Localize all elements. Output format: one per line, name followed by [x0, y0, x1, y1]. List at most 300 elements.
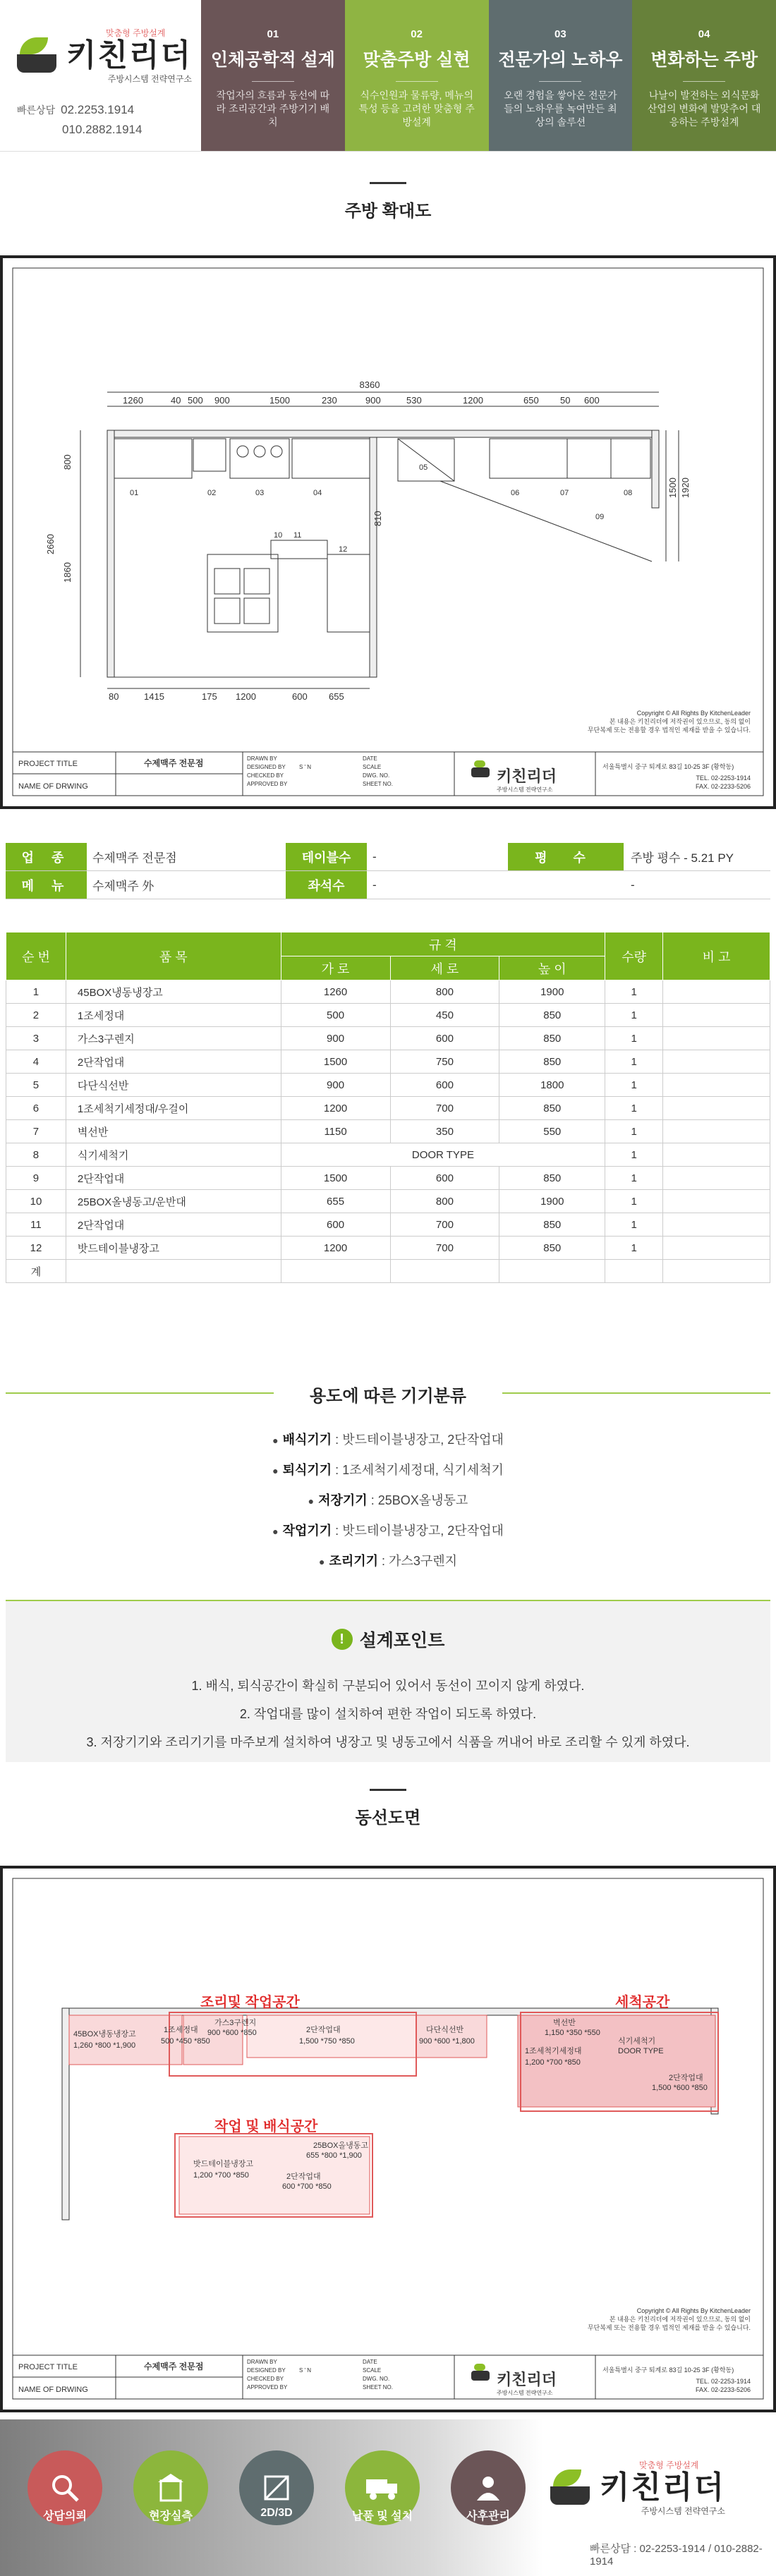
flow-plan-drawing — [0, 1866, 776, 2412]
dim-bottom-4: 1200 — [236, 691, 256, 702]
box-label: 2단작업대 — [669, 2074, 703, 2082]
dim-right-2: 1920 — [680, 478, 691, 498]
feature-num: 04 — [698, 28, 710, 40]
label-03: 03 — [255, 489, 265, 497]
dim-bottom-1: 80 — [109, 691, 119, 702]
table-cell — [663, 1050, 770, 1074]
info-key-area: 평 수 — [508, 843, 624, 870]
box-spec: 500 *450 *850 — [161, 2037, 210, 2046]
label-02: 02 — [207, 489, 217, 497]
dim-bottom-5: 600 — [292, 691, 308, 702]
brand-tagline: 맞춤형 주방설계 — [106, 28, 166, 38]
box-spec: 600 *700 *850 — [282, 2182, 332, 2191]
feature-box-3[interactable] — [489, 0, 633, 151]
design-points-header — [6, 1627, 770, 1652]
list-item: ● 배식기기 : 밧드테이블냉장고, 2단작업대 — [272, 1433, 504, 1447]
feature-num: 02 — [411, 28, 423, 40]
table-cell: 7 — [6, 1120, 66, 1143]
feature-num: 01 — [267, 28, 279, 40]
table-cell: 655 — [281, 1190, 390, 1213]
service-label: 상담의뢰 — [43, 2510, 87, 2522]
info-key-seats: 좌석수 — [286, 871, 367, 899]
info-value-area: 주방 평수 - 5.21 PY — [631, 851, 734, 865]
label-01: 01 — [130, 489, 139, 497]
tb-brand-subtitle: 주방시스템 전략연구소 — [497, 786, 553, 793]
equipment-spec-table — [6, 932, 770, 1283]
service-measure[interactable] — [128, 2450, 213, 2523]
table-cell: 2 — [6, 1004, 66, 1027]
tb-address: 서울특별시 중구 퇴계로 83길 10-25 3F (황학동) — [602, 2367, 734, 2374]
table-cell: 1500 — [281, 1050, 390, 1074]
feature-title: 전문가의 노하우 — [498, 50, 623, 70]
classification-header — [6, 1379, 770, 1407]
service-icons — [23, 2450, 531, 2523]
service-aftercare[interactable] — [446, 2450, 531, 2523]
table-cell: DOOR TYPE — [281, 1143, 605, 1167]
table-cell: 700 — [390, 1213, 499, 1237]
table-row — [6, 1167, 770, 1190]
label-04: 04 — [313, 489, 322, 497]
tb-name-label: NAME OF DRWING — [18, 2386, 88, 2394]
list-item: 2. 작업대를 많이 설치하여 편한 작업이 되도록 하였다. — [239, 1707, 537, 1721]
logo-icon — [17, 37, 59, 74]
tb-project-title: 수제맥주 전문점 — [144, 758, 204, 768]
table-cell: 1 — [605, 1213, 663, 1237]
zone-wash: 세척공간 — [615, 1995, 670, 2010]
table-cell: 800 — [390, 1190, 499, 1213]
tb-date: DATE — [363, 2359, 377, 2365]
table-cell — [663, 1074, 770, 1097]
box-spec: 900 *600 *1,800 — [419, 2037, 475, 2046]
dim-top-2: 40 — [171, 395, 181, 406]
table-cell: 600 — [390, 1074, 499, 1097]
table-cell: 900 — [281, 1027, 390, 1050]
tb-tel: TEL. 02-2253-1914 — [696, 774, 751, 782]
table-cell: 3 — [6, 1027, 66, 1050]
tb-designed-by: DESIGNED BY — [247, 2367, 286, 2374]
dim-top-8: 530 — [406, 395, 422, 406]
contact-block — [17, 100, 201, 140]
table-cell: 1900 — [499, 1190, 605, 1213]
table-cell: 1260 — [281, 980, 390, 1004]
dim-top-11: 50 — [560, 395, 571, 406]
box-label: 가스3구렌지 — [214, 2019, 257, 2027]
table-cell — [499, 1260, 605, 1283]
table-cell — [66, 1260, 281, 1283]
dim-right-1: 1500 — [667, 478, 678, 498]
box-spec: 1,150 *350 *550 — [545, 2029, 600, 2037]
table-cell: 850 — [499, 1213, 605, 1237]
title-bar — [370, 1789, 406, 1791]
brand-tagline: 맞춤형 주방설계 — [639, 2460, 699, 2470]
table-row — [6, 1097, 770, 1120]
tb-fax: FAX. 02-2233-5206 — [695, 783, 751, 790]
info-table — [6, 843, 770, 899]
contact-label: 빠른상담 — [17, 104, 56, 116]
feature-box-4[interactable] — [632, 0, 776, 151]
brand-subtitle: 주방시스템 전략연구소 — [641, 2506, 726, 2516]
label-12: 12 — [339, 545, 348, 554]
section-title-enlarged — [0, 182, 776, 221]
box-label: 밧드테이블냉장고 — [193, 2160, 254, 2168]
tb-address: 서울특별시 중구 퇴계로 83길 10-25 3F (황학동) — [602, 763, 734, 770]
box-spec: 1,200 *700 *850 — [525, 2058, 581, 2067]
table-cell: 1조세척기세정대/우걸이 — [66, 1097, 281, 1120]
info-value-menu: 수제맥주 外 — [92, 880, 154, 893]
box-spec: 900 *600 *850 — [207, 2029, 257, 2037]
table-cell: 45BOX냉동냉장고 — [66, 980, 281, 1004]
table-cell: 25BOX올냉동고/운반대 — [66, 1190, 281, 1213]
box-label: 45BOX냉동냉장고 — [73, 2030, 136, 2039]
table-cell — [663, 1143, 770, 1167]
dim-bottom-2: 1415 — [144, 691, 164, 702]
table-cell: 벽선반 — [66, 1120, 281, 1143]
service-label: 2D/3D — [260, 2507, 293, 2519]
section-title-text: 동선도면 — [355, 1809, 421, 1828]
dim-left-1: 800 — [62, 454, 73, 470]
table-cell: 850 — [499, 1097, 605, 1120]
col-depth: 세 로 — [390, 956, 499, 980]
tb-approved-by: APPROVED BY — [247, 781, 288, 787]
label-07: 07 — [560, 489, 569, 497]
feature-num: 03 — [554, 28, 566, 40]
info-value-extra: - — [631, 877, 635, 892]
box-spec: 1,500 *600 *850 — [652, 2084, 708, 2092]
box-label: 2단작업대 — [306, 2026, 341, 2034]
table-cell: 2단작업대 — [66, 1213, 281, 1237]
table-cell: 850 — [499, 1167, 605, 1190]
exclamation-icon: ! — [332, 1629, 353, 1650]
table-cell: 10 — [6, 1190, 66, 1213]
tb-project-title: 수제맥주 전문점 — [144, 2362, 204, 2371]
tb-brand-name: 키친리더 — [497, 767, 557, 785]
table-cell: 850 — [499, 1237, 605, 1260]
feature-boxes — [201, 0, 776, 151]
table-cell: 1 — [605, 1074, 663, 1097]
tb-logo-icon — [471, 2364, 490, 2381]
service-install[interactable] — [340, 2450, 425, 2523]
table-cell: 4 — [6, 1050, 66, 1074]
feature-box-1[interactable] — [201, 0, 345, 151]
dim-mid: 810 — [372, 511, 383, 526]
section-title-flow — [0, 1789, 776, 1828]
dim-bottom-6: 655 — [329, 691, 344, 702]
classification-title: 용도에 따른 기기분류 — [310, 1387, 466, 1406]
table-cell: 1 — [605, 1167, 663, 1190]
tb-drawn-by: DRAWN BY — [247, 755, 277, 762]
dim-top-12: 600 — [584, 395, 600, 406]
feature-desc: 나날이 발전하는 외식문화 산업의 변화에 발맞추어 대응하는 주방설계 — [647, 90, 761, 128]
list-item: ● 작업기기 : 밧드테이블냉장고, 2단작업대 — [272, 1524, 504, 1538]
tb-approved-by: APPROVED BY — [247, 2384, 288, 2390]
table-cell: 1 — [605, 1190, 663, 1213]
table-cell: 1 — [605, 1120, 663, 1143]
list-item: ● 저장기기 : 25BOX올냉동고 — [308, 1493, 468, 1507]
table-cell — [663, 1190, 770, 1213]
design-points-title: 설계포인트 — [359, 1631, 445, 1651]
brand-name: 키친리더 — [66, 38, 193, 73]
plan-svg — [3, 258, 773, 806]
dim-left-3: 1860 — [62, 562, 73, 583]
brand-name: 키친리더 — [600, 2470, 726, 2505]
table-cell: 1900 — [499, 980, 605, 1004]
feature-title: 변화하는 주방 — [650, 50, 758, 70]
dim-top-10: 650 — [523, 395, 539, 406]
divider — [396, 81, 438, 82]
box-spec: 1,200 *700 *850 — [193, 2171, 249, 2180]
label-10: 10 — [274, 531, 283, 540]
dim-top-7: 900 — [365, 395, 381, 406]
info-key-empty — [508, 871, 624, 899]
feature-desc: 오랜 경험을 쌓아온 전문가들의 노하우를 녹여만든 최상의 솔루션 — [504, 90, 617, 128]
table-cell: 600 — [390, 1167, 499, 1190]
tb-scale: SCALE — [363, 2367, 382, 2374]
table-cell — [663, 1237, 770, 1260]
copyright-line-2: 본 내용은 키친리더에 저작권이 있으므로, 동의 없이 — [609, 2316, 751, 2323]
feature-desc: 식수인원과 물류량, 메뉴의 특성 등을 고려한 맞춤형 주방설계 — [358, 90, 475, 128]
footer-contact[interactable]: 빠른상담 : 02-2253-1914 / 010-2882-1914 — [590, 2543, 763, 2568]
table-cell: 5 — [6, 1074, 66, 1097]
flow-svg — [3, 1869, 773, 2410]
list-item: ● 조리기기 : 가스3구렌지 — [319, 1554, 457, 1568]
table-row — [6, 1074, 770, 1097]
feature-title: 인체공학적 설계 — [210, 50, 335, 70]
table-cell — [663, 1027, 770, 1050]
footer-logo[interactable] — [550, 2459, 725, 2517]
box-label: 1조세척기세정대 — [525, 2047, 582, 2055]
table-cell: 1200 — [281, 1097, 390, 1120]
info-value-seats: - — [372, 877, 377, 892]
table-cell: 1500 — [281, 1167, 390, 1190]
feature-desc: 작업자의 흐름과 동선에 따라 조리공간과 주방기기 배치 — [216, 90, 330, 128]
design-points — [6, 1600, 770, 1762]
table-cell: 1 — [605, 980, 663, 1004]
tb-logo-icon — [471, 760, 490, 777]
table-cell: 다단식선반 — [66, 1074, 281, 1097]
label-11: 11 — [293, 531, 302, 540]
table-row — [6, 1004, 770, 1027]
table-cell: 800 — [390, 980, 499, 1004]
table-row — [6, 1120, 770, 1143]
box-label: 25BOX올냉동고 — [313, 2141, 368, 2150]
table-cell: 1 — [605, 1050, 663, 1074]
table-row — [6, 1213, 770, 1237]
label-08: 08 — [624, 489, 633, 497]
dim-top-5: 1500 — [269, 395, 290, 406]
box-spec: 655 *800 *1,900 — [306, 2151, 362, 2160]
tb-name-label: NAME OF DRWING — [18, 782, 88, 791]
table-cell: 550 — [499, 1120, 605, 1143]
section-title-text: 주방 확대도 — [344, 202, 432, 221]
box-label: 다단식선반 — [426, 2026, 464, 2034]
box-label: 1조세정대 — [164, 2026, 198, 2034]
tb-dwg-no: DWG. NO. — [363, 772, 390, 779]
table-cell: 1 — [6, 980, 66, 1004]
table-cell — [663, 1213, 770, 1237]
info-key-business: 업 종 — [6, 843, 87, 870]
table-cell: 11 — [6, 1213, 66, 1237]
table-cell: 1 — [605, 1004, 663, 1027]
kitchen-plan-drawing — [0, 255, 776, 809]
dim-left-2: 2660 — [45, 534, 56, 554]
box-label: 벽선반 — [553, 2019, 576, 2027]
table-cell — [663, 1097, 770, 1120]
tb-brand-subtitle: 주방시스템 전략연구소 — [497, 2390, 553, 2396]
tb-date: DATE — [363, 755, 377, 762]
table-cell: 1 — [605, 1237, 663, 1260]
table-row — [6, 1027, 770, 1050]
table-row — [6, 1143, 770, 1167]
tb-brand-name: 키친리더 — [497, 2371, 557, 2388]
col-note: 비 고 — [663, 932, 770, 980]
table-cell — [605, 1260, 663, 1283]
dim-top-3: 500 — [188, 395, 203, 406]
service-design[interactable] — [234, 2450, 319, 2523]
table-row — [6, 1237, 770, 1260]
phone-2[interactable]: 010.2882.1914 — [62, 123, 143, 136]
table-row — [6, 1050, 770, 1074]
service-consult[interactable] — [23, 2450, 107, 2523]
table-cell: 2단작업대 — [66, 1167, 281, 1190]
table-cell: 12 — [6, 1237, 66, 1260]
table-cell: 밧드테이블냉장고 — [66, 1237, 281, 1260]
table-cell: 350 — [390, 1120, 499, 1143]
footer — [0, 2419, 776, 2576]
col-size: 규 격 — [281, 932, 605, 956]
feature-box-2[interactable] — [345, 0, 489, 151]
dim-bottom-3: 175 — [202, 691, 217, 702]
table-cell: 1 — [605, 1143, 663, 1167]
table-row-total — [6, 1260, 770, 1283]
zone-work-serve: 작업 및 배식공간 — [214, 2119, 318, 2134]
label-06: 06 — [511, 489, 520, 497]
table-row — [6, 1190, 770, 1213]
table-cell: 6 — [6, 1097, 66, 1120]
tb-sn: S ' N — [299, 2367, 312, 2374]
copyright: Copyright © All Rights By KitchenLeader — [636, 710, 751, 717]
table-cell: 700 — [390, 1237, 499, 1260]
header — [0, 0, 776, 152]
col-qty: 수량 — [605, 932, 663, 980]
table-cell: 1조세정대 — [66, 1004, 281, 1027]
dim-top-6: 230 — [322, 395, 337, 406]
table-cell — [663, 1120, 770, 1143]
table-cell: 600 — [390, 1027, 499, 1050]
copyright: Copyright © All Rights By KitchenLeader — [636, 2307, 751, 2314]
table-cell: 900 — [281, 1074, 390, 1097]
tb-tel: TEL. 02-2253-1914 — [696, 2378, 751, 2385]
design-points-list — [6, 1672, 770, 1756]
table-cell: 450 — [390, 1004, 499, 1027]
dim-top-4: 900 — [214, 395, 230, 406]
logo-icon — [550, 2469, 593, 2506]
table-cell: 계 — [6, 1260, 66, 1283]
table-cell: 850 — [499, 1050, 605, 1074]
box-spec: 1,500 *750 *850 — [299, 2037, 355, 2046]
brand-block — [0, 0, 201, 151]
col-no: 순 번 — [6, 932, 66, 980]
col-width: 가 로 — [281, 956, 390, 980]
table-cell: 850 — [499, 1004, 605, 1027]
table-cell: 850 — [499, 1027, 605, 1050]
label-05: 05 — [419, 463, 428, 472]
table-cell — [663, 980, 770, 1004]
logo[interactable] — [17, 27, 201, 85]
table-cell: 8 — [6, 1143, 66, 1167]
copyright-line-2: 본 내용은 키친리더에 저작권이 있으므로, 동의 없이 — [609, 718, 751, 725]
dim-top-9: 1200 — [463, 395, 483, 406]
table-cell: 600 — [281, 1213, 390, 1237]
table-cell: 1 — [605, 1097, 663, 1120]
dim-top-1: 1260 — [123, 395, 143, 406]
info-value-business: 수제맥주 전문점 — [92, 851, 177, 865]
tb-designed-by: DESIGNED BY — [247, 764, 286, 770]
table-cell: 1800 — [499, 1074, 605, 1097]
table-cell — [663, 1260, 770, 1283]
table-cell: 9 — [6, 1167, 66, 1190]
feature-title: 맞춤주방 실현 — [363, 50, 471, 70]
label-09: 09 — [595, 513, 605, 521]
info-row-1 — [6, 843, 770, 871]
zone-cook-work: 조리및 작업공간 — [200, 1995, 300, 2010]
table-cell: 500 — [281, 1004, 390, 1027]
table-cell: 1150 — [281, 1120, 390, 1143]
title-bar — [370, 182, 406, 184]
dim-total: 8360 — [359, 379, 380, 390]
tb-sn: S ' N — [299, 764, 312, 770]
tb-sheet-no: SHEET NO. — [363, 781, 393, 787]
tb-project-title-label: PROJECT TITLE — [18, 2363, 78, 2371]
table-cell — [281, 1260, 390, 1283]
info-value-tables: - — [372, 849, 377, 863]
tb-fax: FAX. 02-2233-5206 — [695, 2386, 751, 2393]
tb-sheet-no: SHEET NO. — [363, 2384, 393, 2390]
box-spec: DOOR TYPE — [618, 2047, 664, 2055]
tb-project-title-label: PROJECT TITLE — [18, 760, 78, 768]
table-cell: 2단작업대 — [66, 1050, 281, 1074]
col-height: 높 이 — [499, 956, 605, 980]
box-label: 2단작업대 — [286, 2173, 321, 2181]
copyright-line-3: 무단복제 또는 전용할 경우 법적인 제재를 받을 수 있습니다. — [587, 727, 751, 734]
table-cell — [663, 1167, 770, 1190]
table-cell: 1 — [605, 1027, 663, 1050]
box-label: 식기세척기 — [618, 2037, 656, 2046]
divider — [252, 81, 294, 82]
service-label: 납품 및 설치 — [351, 2510, 413, 2522]
info-key-tables: 테이블수 — [286, 843, 367, 870]
table-cell: 750 — [390, 1050, 499, 1074]
divider — [539, 81, 581, 82]
info-key-menu: 메 뉴 — [6, 871, 87, 899]
table-cell: 700 — [390, 1097, 499, 1120]
phone-1[interactable]: 02.2253.1914 — [61, 103, 135, 116]
list-item: 1. 배식, 퇴식공간이 확실히 구분되어 있어서 동선이 꼬이지 않게 하였다. — [191, 1679, 585, 1693]
tb-dwg-no: DWG. NO. — [363, 2376, 390, 2382]
copyright-line-3: 무단복제 또는 전용할 경우 법적인 제재를 받을 수 있습니다. — [587, 2324, 751, 2331]
service-label: 사후관리 — [466, 2510, 510, 2522]
brand-subtitle: 주방시스템 전략연구소 — [107, 74, 193, 84]
tb-scale: SCALE — [363, 764, 382, 770]
list-item: ● 퇴식기기 : 1조세척기세정대, 식기세척기 — [272, 1463, 504, 1477]
table-cell — [663, 1004, 770, 1027]
info-row-2 — [6, 871, 770, 899]
table-cell: 1200 — [281, 1237, 390, 1260]
tb-checked-by: CHECKED BY — [247, 2376, 284, 2382]
classification-list — [0, 1425, 776, 1576]
list-item: 3. 저장기기와 조리기기를 마주보게 설치하여 냉장고 및 냉동고에서 식품을 꺼내어 바로 조리할 수 있게 하였다. — [86, 1735, 690, 1749]
table-cell — [390, 1260, 499, 1283]
col-item: 품 목 — [66, 932, 281, 980]
